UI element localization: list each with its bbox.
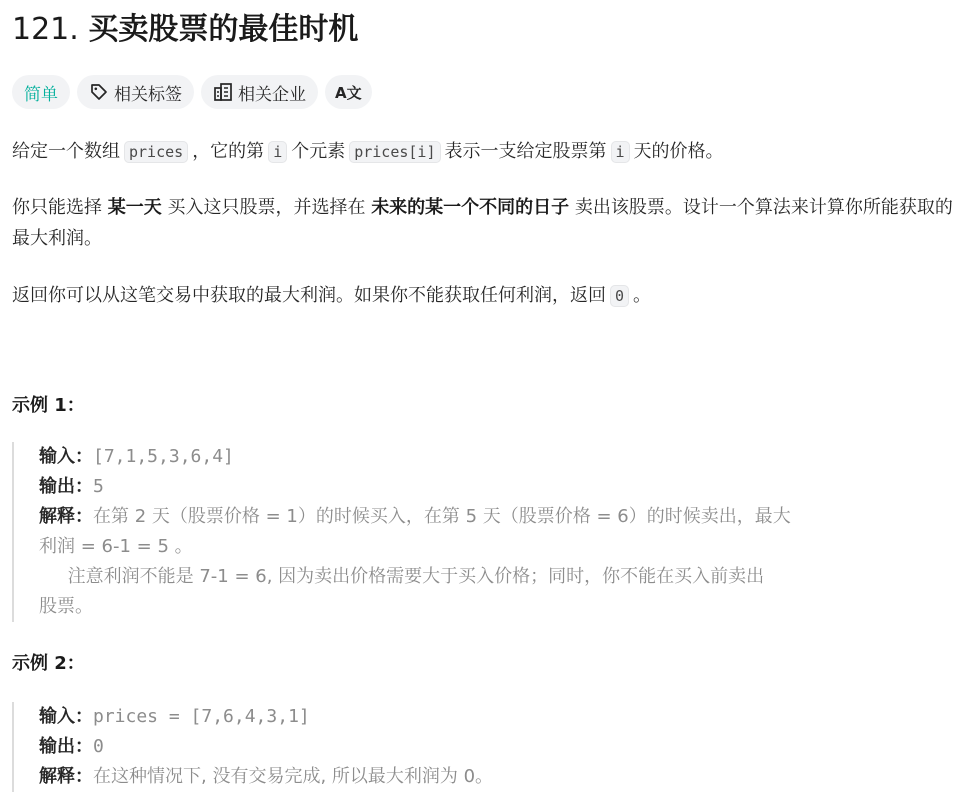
input-label: 输入： bbox=[39, 446, 93, 467]
translate-button[interactable] bbox=[325, 75, 372, 109]
example-output bbox=[39, 732, 959, 762]
example-1-title: 示例 1： bbox=[12, 395, 85, 416]
explain-line: 利润 = 6-1 = 5 。 bbox=[39, 536, 193, 557]
example-explanation bbox=[39, 502, 959, 532]
desc-text: 买入这只股票，并选择在 bbox=[161, 197, 372, 218]
bold-text: 未来的某一个不同的日子 bbox=[371, 197, 570, 218]
translate-icon: A文 bbox=[335, 83, 362, 102]
inline-code: prices bbox=[124, 141, 188, 163]
related-tags-label: 相关标签 bbox=[114, 84, 182, 105]
input-value: prices = [7,6,4,3,1] bbox=[93, 706, 310, 727]
example-output bbox=[39, 472, 959, 502]
problem-name: 买卖股票的最佳时机 bbox=[88, 12, 359, 47]
desc-text: 返回你可以从这笔交易中获取的最大利润。如果你不能获取任何利润，返回 bbox=[12, 285, 606, 306]
bold-text: 某一天 bbox=[107, 197, 162, 218]
output-value: 0 bbox=[93, 736, 104, 757]
desc-text: 个元素 bbox=[291, 141, 346, 162]
problem-title[interactable] bbox=[12, 8, 358, 52]
description-paragraph-3 bbox=[12, 280, 961, 312]
difficulty-badge[interactable] bbox=[12, 75, 70, 109]
example-1-block bbox=[12, 442, 959, 622]
description-paragraph-2 bbox=[12, 192, 961, 254]
example-input bbox=[39, 702, 959, 732]
related-companies-button[interactable] bbox=[201, 75, 318, 109]
explain-text: 在第 2 天（股票价格 = 1）的时候买入，在第 5 天（股票价格 = 6）的时候卖出，最大 bbox=[93, 506, 791, 527]
tag-icon bbox=[89, 82, 109, 102]
example-explanation bbox=[39, 762, 959, 792]
example-2-block bbox=[12, 702, 959, 792]
inline-code: prices[i] bbox=[349, 141, 440, 163]
inline-code: i bbox=[611, 141, 630, 163]
output-label: 输出： bbox=[39, 736, 93, 757]
problem-number: 121. bbox=[12, 12, 79, 47]
explain-line: 股票。 bbox=[39, 596, 93, 617]
desc-text: 表示一支给定股票第 bbox=[444, 141, 607, 162]
example-2-title: 示例 2： bbox=[12, 653, 85, 674]
example-input bbox=[39, 442, 959, 472]
desc-text: 你只能选择 bbox=[12, 197, 108, 218]
related-companies-label: 相关企业 bbox=[238, 84, 306, 105]
desc-text: 给定一个数组 bbox=[12, 141, 120, 162]
output-value: 5 bbox=[93, 476, 104, 497]
related-tags-button[interactable] bbox=[77, 75, 194, 109]
explain-text: 在这种情况下, 没有交易完成, 所以最大利润为 0。 bbox=[93, 766, 494, 787]
desc-text: ，它的第 bbox=[192, 141, 265, 162]
input-label: 输入： bbox=[39, 706, 93, 727]
explain-label: 解释： bbox=[39, 506, 93, 527]
difficulty-label: 简单 bbox=[24, 84, 58, 105]
desc-text: 天的价格。 bbox=[633, 141, 724, 162]
desc-text: 。 bbox=[633, 285, 652, 306]
explain-label: 解释： bbox=[39, 766, 93, 787]
description-paragraph-1 bbox=[12, 136, 961, 168]
building-icon bbox=[213, 82, 233, 102]
explain-line: 注意利润不能是 7-1 = 6, 因为卖出价格需要大于买入价格；同时，你不能在买入前卖出 bbox=[39, 566, 765, 587]
desc-text: 卖出该股票。设计一个算法来计算你所能获取的最大利润。 bbox=[12, 197, 953, 249]
input-value: [7,1,5,3,6,4] bbox=[93, 446, 234, 467]
tag-bar bbox=[12, 75, 372, 111]
inline-code: i bbox=[268, 141, 287, 163]
inline-code: 0 bbox=[610, 285, 629, 307]
output-label: 输出： bbox=[39, 476, 93, 497]
